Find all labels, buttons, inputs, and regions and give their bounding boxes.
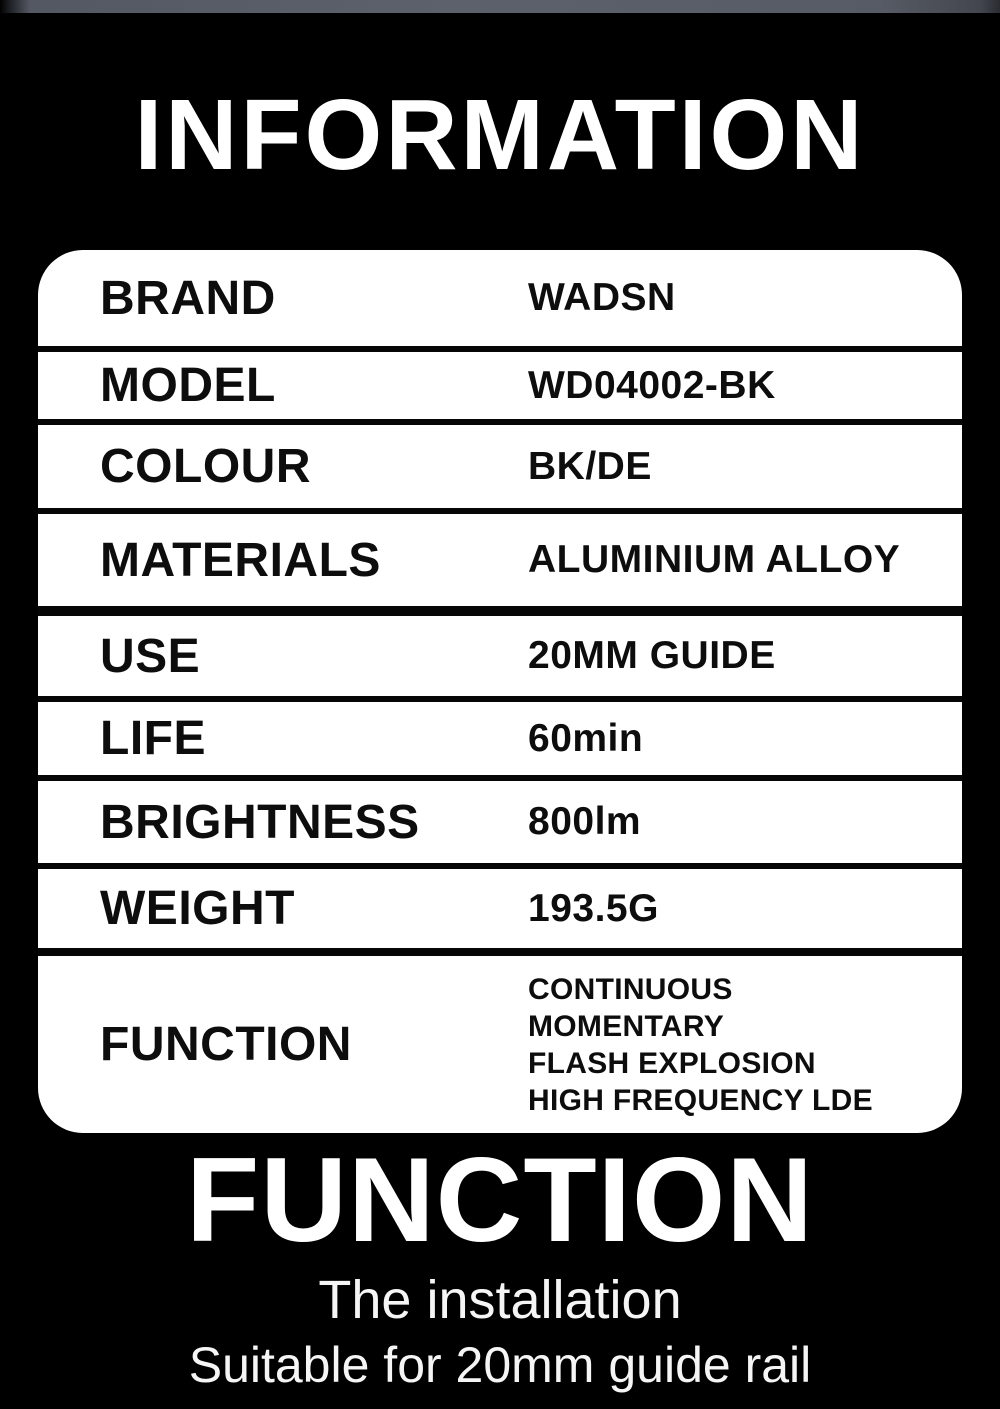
table-row-materials: [38, 508, 962, 606]
table-row-weight: [38, 863, 962, 948]
row-value: ALUMINIUM ALLOY: [528, 538, 901, 581]
spec-table: [38, 250, 962, 1133]
function-value-line: MOMENTARY: [528, 1009, 725, 1043]
subtitle-installation: The installation: [318, 1270, 682, 1330]
row-label: BRIGHTNESS: [100, 795, 420, 849]
function-value-line: FLASH EXPLOSION: [528, 1046, 816, 1080]
table-row-function: [38, 948, 962, 1133]
row-value: 60min: [528, 716, 644, 760]
table-row-brightness: [38, 775, 962, 863]
row-value: WADSN: [528, 276, 676, 319]
section-title: FUNCTION: [186, 1133, 814, 1267]
row-label: MODEL: [100, 359, 276, 412]
row-value-list: [528, 971, 873, 1119]
row-value: WD04002-BK: [528, 363, 776, 407]
table-row-life: [38, 696, 962, 775]
row-value: 193.5G: [528, 886, 659, 930]
page-title: INFORMATION: [134, 79, 866, 191]
function-value-line: HIGH FREQUENCY LDE: [528, 1083, 873, 1117]
table-row-use: [38, 606, 962, 696]
row-label: MATERIALS: [100, 533, 381, 587]
row-label: USE: [100, 629, 201, 683]
row-label: BRAND: [100, 271, 276, 325]
row-value: BK/DE: [528, 444, 652, 488]
row-label: LIFE: [100, 712, 206, 765]
row-label: FUNCTION: [100, 1018, 352, 1071]
row-label: WEIGHT: [100, 882, 295, 935]
table-row-brand: [38, 250, 962, 346]
photo-edge-strip: [0, 0, 1000, 13]
row-value: 20MM GUIDE: [528, 634, 776, 677]
table-row-model: [38, 346, 962, 419]
function-value-line: CONTINUOUS: [528, 972, 733, 1006]
row-value: 800lm: [528, 800, 642, 843]
subtitle-guide-rail: Suitable for 20mm guide rail: [188, 1337, 812, 1393]
table-row-colour: [38, 419, 962, 508]
row-label: COLOUR: [100, 440, 311, 493]
